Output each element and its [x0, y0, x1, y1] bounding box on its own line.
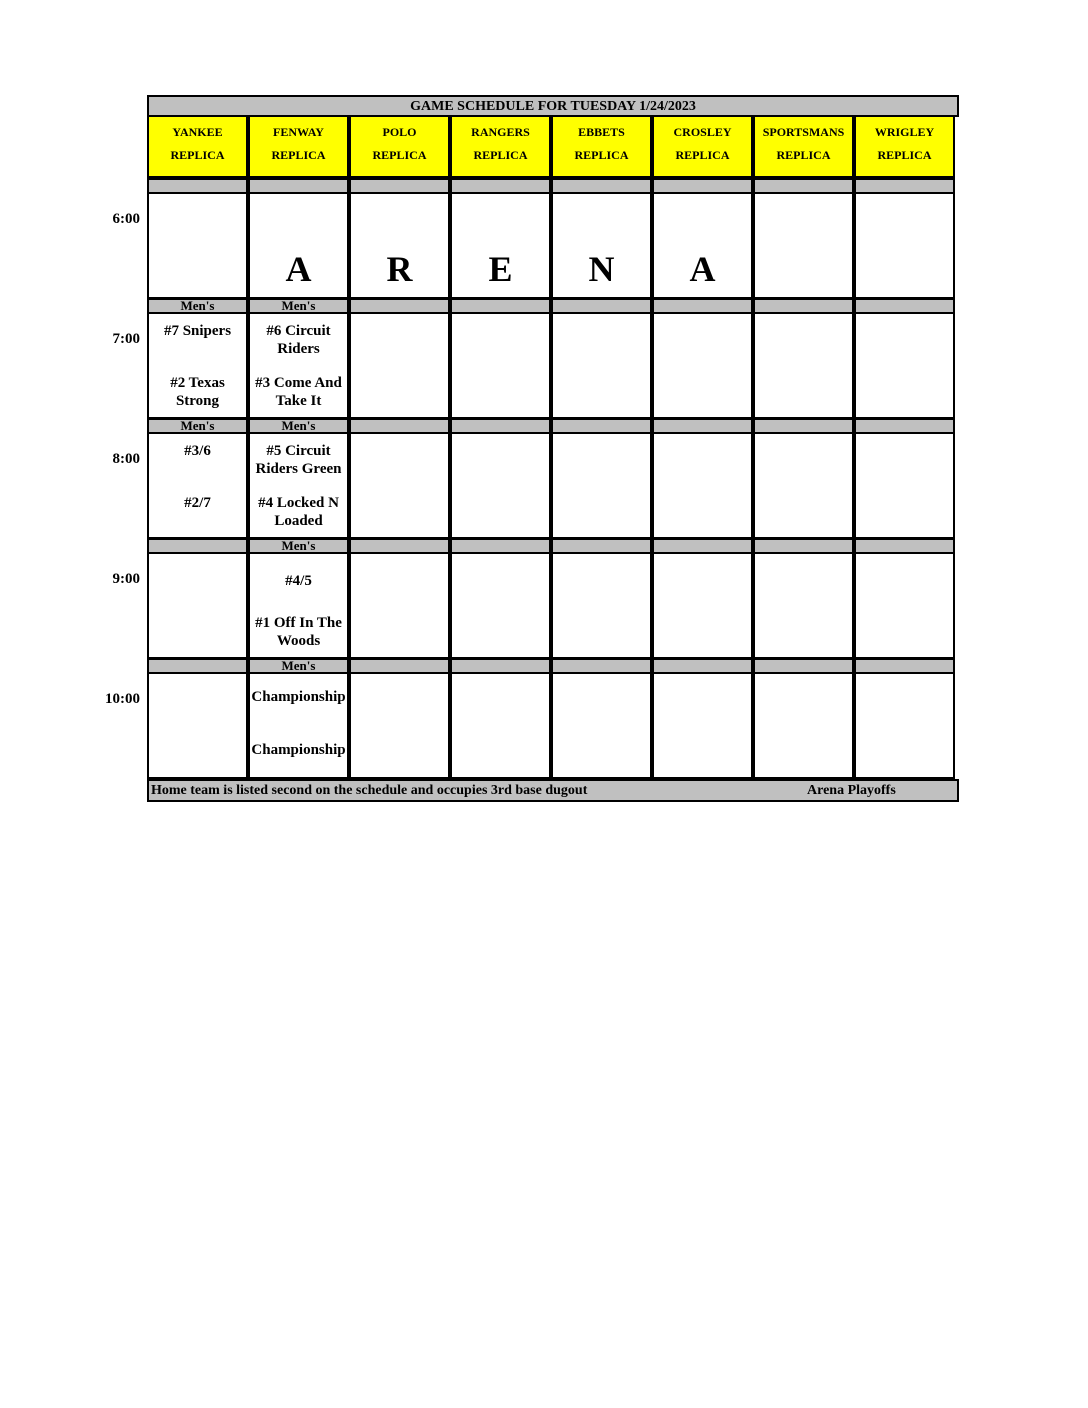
division-label [652, 658, 753, 674]
footer-note: Home team is listed second on the schedule and occupies 3rd base dugout [151, 783, 588, 798]
home-team: #2/7 [184, 495, 211, 511]
game-cell [652, 194, 753, 299]
arena-letter: A [285, 249, 312, 289]
time-label: 10:00 [105, 691, 140, 707]
away-team: Championship [251, 689, 346, 705]
game-cell [147, 314, 248, 419]
field-name: POLO [382, 125, 417, 139]
game-cell [147, 674, 248, 779]
time-label: 9:00 [112, 571, 140, 587]
field-type: REPLICA [271, 148, 326, 162]
field-name: FENWAY [273, 125, 324, 139]
game-cell [652, 434, 753, 539]
division-label: Men's [248, 658, 349, 674]
away-team: #4/5 [285, 573, 312, 589]
field-name: RANGERS [471, 125, 530, 139]
division-label: Men's [248, 538, 349, 554]
game-cell [551, 194, 652, 299]
division-label [753, 298, 854, 314]
division-label [753, 538, 854, 554]
division-label [551, 538, 652, 554]
division-label [147, 538, 248, 554]
division-label [450, 298, 551, 314]
game-cell [147, 434, 248, 539]
game-cell [753, 434, 854, 539]
schedule-sheet [147, 95, 959, 802]
division-label [147, 178, 248, 194]
game-cell [450, 194, 551, 299]
time-label: 7:00 [112, 331, 140, 347]
field-header [450, 117, 551, 178]
division-label: Men's [147, 298, 248, 314]
field-header [248, 117, 349, 178]
home-team: #3 Come And Take It [255, 375, 342, 409]
field-header [753, 117, 854, 178]
game-cell [652, 314, 753, 419]
game-cell [147, 554, 248, 659]
game-cell [349, 674, 450, 779]
game-cell [147, 194, 248, 299]
game-cell [248, 194, 349, 299]
division-label [551, 418, 652, 434]
division-label: Men's [248, 418, 349, 434]
game-cell [854, 314, 955, 419]
game-cell [753, 554, 854, 659]
schedule-title: GAME SCHEDULE FOR TUESDAY 1/24/2023 [147, 95, 959, 117]
game-cell [349, 314, 450, 419]
footer-label: Arena Playoffs [807, 783, 896, 798]
division-label [450, 658, 551, 674]
time-label: 8:00 [112, 451, 140, 467]
game-cell [248, 314, 349, 419]
home-team: #4 Locked N Loaded [258, 495, 339, 529]
time-label: 6:00 [112, 211, 140, 227]
game-cell [551, 674, 652, 779]
division-label: Men's [147, 418, 248, 434]
field-name: SPORTSMANS [762, 125, 845, 139]
home-team: Championship [251, 742, 346, 758]
division-label [753, 658, 854, 674]
game-cell [450, 434, 551, 539]
game-cell [854, 434, 955, 539]
game-cell [753, 674, 854, 779]
home-team: #2 Texas Strong [170, 375, 225, 409]
division-label [854, 298, 955, 314]
field-name: EBBETS [578, 125, 625, 139]
field-type: REPLICA [170, 148, 225, 162]
division-label [349, 658, 450, 674]
game-cell [652, 554, 753, 659]
field-header [349, 117, 450, 178]
division-label [652, 178, 753, 194]
division-label [551, 178, 652, 194]
division-label [349, 418, 450, 434]
field-type: REPLICA [877, 148, 932, 162]
game-cell [753, 194, 854, 299]
division-label [248, 178, 349, 194]
division-label [450, 418, 551, 434]
schedule-footer [147, 779, 959, 802]
game-cell [450, 314, 551, 419]
game-cell [854, 674, 955, 779]
game-cell [450, 674, 551, 779]
field-header [551, 117, 652, 178]
field-type: REPLICA [473, 148, 528, 162]
field-header [854, 117, 955, 178]
division-label [450, 178, 551, 194]
division-label [753, 178, 854, 194]
division-label [854, 658, 955, 674]
game-cell [551, 434, 652, 539]
field-name: YANKEE [172, 125, 223, 139]
home-team: #1 Off In The Woods [255, 615, 342, 649]
away-team: #5 Circuit Riders Green [255, 443, 342, 477]
division-label [854, 418, 955, 434]
game-cell [349, 434, 450, 539]
arena-letter: A [689, 249, 716, 289]
division-label [450, 538, 551, 554]
game-cell [349, 194, 450, 299]
away-team: #7 Snipers [163, 323, 232, 339]
field-name: CROSLEY [673, 125, 732, 139]
away-team: #3/6 [184, 443, 211, 459]
division-label [652, 418, 753, 434]
field-header [652, 117, 753, 178]
division-label [551, 298, 652, 314]
away-team: #6 Circuit Riders [266, 323, 331, 357]
game-cell [248, 674, 349, 779]
game-cell [854, 554, 955, 659]
division-label [854, 538, 955, 554]
game-cell [652, 674, 753, 779]
game-cell [753, 314, 854, 419]
division-label [349, 178, 450, 194]
game-cell [248, 434, 349, 539]
division-label [854, 178, 955, 194]
field-name: WRIGLEY [874, 125, 935, 139]
division-label [349, 538, 450, 554]
game-cell [854, 194, 955, 299]
division-label [349, 298, 450, 314]
division-label: Men's [248, 298, 349, 314]
field-type: REPLICA [776, 148, 831, 162]
division-label [147, 658, 248, 674]
arena-letter: E [488, 249, 513, 289]
arena-letter: N [588, 249, 615, 289]
game-cell [551, 554, 652, 659]
field-type: REPLICA [675, 148, 730, 162]
field-type: REPLICA [372, 148, 427, 162]
division-label [652, 538, 753, 554]
field-type: REPLICA [574, 148, 629, 162]
game-cell [248, 554, 349, 659]
game-cell [551, 314, 652, 419]
division-label [753, 418, 854, 434]
game-cell [349, 554, 450, 659]
field-header [147, 117, 248, 178]
arena-letter: R [386, 249, 413, 289]
division-label [551, 658, 652, 674]
division-label [652, 298, 753, 314]
game-cell [450, 554, 551, 659]
